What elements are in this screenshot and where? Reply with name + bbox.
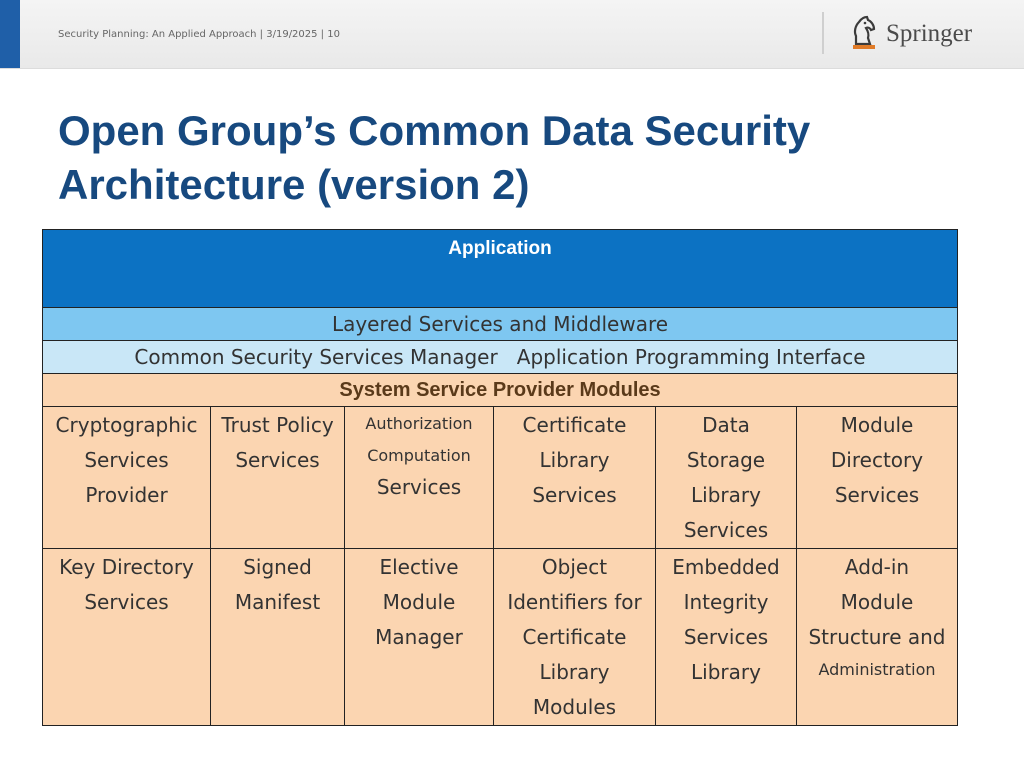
module-label-line: Library [539, 448, 610, 472]
module-certificate-library-services [494, 407, 656, 549]
cssm-label: Common Security Services Manager Application Programming Interface [134, 345, 866, 369]
module-object-identifiers [494, 549, 656, 726]
module-label-line: Library [691, 483, 761, 507]
module-label-line: Key Directory [59, 555, 194, 579]
module-embedded-integrity-services-library [656, 549, 797, 726]
module-label-line: Computation [367, 446, 471, 465]
module-add-in-module-structure [797, 549, 958, 726]
module-label-line: Integrity [683, 590, 769, 614]
module-authorization-computation-services [345, 407, 494, 549]
layer-application: Application [43, 230, 958, 308]
module-label-line: Certificate [522, 625, 627, 649]
layer-layered-services: Layered Services and Middleware [43, 308, 958, 341]
module-key-directory-services [43, 549, 211, 726]
module-label-line: Module [382, 590, 456, 614]
page-title [58, 104, 958, 212]
module-label-line: Administration [818, 660, 936, 679]
title-line-1: Open Group’s Common Data Security [58, 107, 811, 154]
springer-knight-icon [850, 14, 880, 52]
module-label-line: Storage [686, 448, 766, 472]
module-label-line: Manager [375, 625, 463, 649]
module-label-line: Library [691, 660, 761, 684]
springer-logo-text: Springer [886, 20, 973, 47]
module-data-storage-library-services [656, 407, 797, 549]
module-trust-policy-services [211, 407, 345, 549]
slide-footer-text: Security Planning: An Applied Approach | 3/19/2025 | 10 [58, 29, 340, 40]
module-elective-module-manager [345, 549, 494, 726]
title-line-2: Architecture (version 2) [58, 161, 530, 208]
module-label-line: Services [84, 590, 169, 614]
module-label-line: Services [376, 475, 462, 499]
architecture-diagram [42, 229, 958, 726]
module-label-line: Data [702, 413, 750, 437]
springer-logo [850, 14, 980, 54]
module-label-line: Elective [379, 555, 459, 579]
module-label-line: Identifiers for [507, 590, 642, 614]
module-label-line: Embedded [672, 555, 780, 579]
module-label-line: Signed [243, 555, 312, 579]
module-label-line: Services [683, 518, 769, 542]
module-label-line: Modules [532, 695, 617, 719]
module-label-line: Object [541, 555, 608, 579]
module-label-line: Directory [830, 448, 924, 472]
module-label-line: Cryptographic [55, 413, 198, 437]
module-label-line: Library [539, 660, 610, 684]
module-label-line: Module [840, 413, 914, 437]
layer-ssp-modules: System Service Provider Modules [43, 374, 958, 407]
module-label-line: Module [840, 590, 914, 614]
module-label-line: Authorization [365, 414, 473, 433]
module-cryptographic-services-provider [43, 407, 211, 549]
header-divider [822, 12, 824, 54]
module-label-line: Services [235, 448, 320, 472]
module-label-line: Add-in [844, 555, 910, 579]
module-label-line: Provider [85, 483, 168, 507]
module-label-line: Services [532, 483, 617, 507]
header-accent-bar [0, 0, 20, 68]
module-label-line: Trust Policy [221, 413, 334, 437]
module-label-line: Services [683, 625, 769, 649]
module-label-line: Manifest [234, 590, 321, 614]
module-module-directory-services [797, 407, 958, 549]
module-label-line: Services [84, 448, 169, 472]
module-label-line: Services [834, 483, 920, 507]
module-label-line: Structure and [808, 625, 946, 649]
module-signed-manifest [211, 549, 345, 726]
layer-cssm-api [43, 341, 958, 374]
module-label-line: Certificate [522, 413, 627, 437]
slide-header [0, 0, 1024, 69]
